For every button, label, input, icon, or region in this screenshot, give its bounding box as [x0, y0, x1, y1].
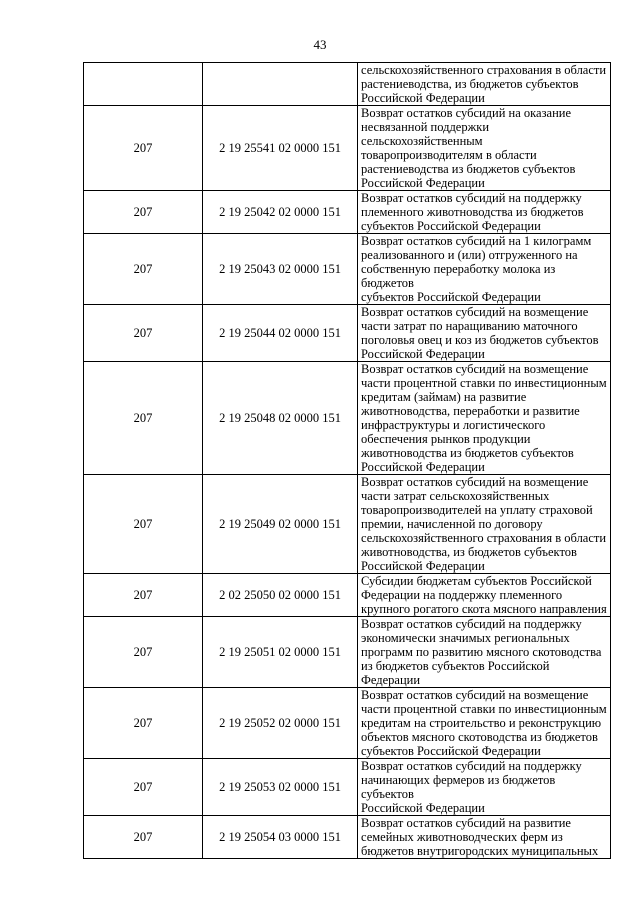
table-row: [84, 234, 611, 305]
income-name-line: животноводства, переработки и развитие: [361, 404, 580, 418]
income-name-line: сельскохозяйственного страхования в области: [361, 63, 607, 77]
budget-code-cell: 2 19 25043 02 0000 151: [203, 234, 358, 305]
table-row: [84, 759, 611, 816]
income-name-line: товаропроизводителям в области: [361, 148, 537, 162]
budget-classification-table: [83, 62, 611, 859]
income-name-line: части затрат по наращиванию маточного: [361, 319, 578, 333]
income-name-line: Российской Федерации: [361, 559, 485, 573]
income-name-cell: [358, 475, 611, 574]
admin-code-cell: 207: [84, 234, 203, 305]
income-name-line: Возврат остатков субсидий на 1 килограмм: [361, 234, 592, 248]
budget-code-cell: [203, 63, 358, 106]
income-name-line: Возврат остатков субсидий на развитие: [361, 816, 571, 830]
income-name-cell: [358, 305, 611, 362]
income-name-line: Российской Федерации: [361, 801, 485, 815]
income-name-line: несвязанной поддержки сельскохозяйственным: [361, 120, 490, 148]
admin-code-cell: 207: [84, 816, 203, 859]
table-row: [84, 617, 611, 688]
admin-code-cell: 207: [84, 475, 203, 574]
income-name-line: инфраструктуры и логистического: [361, 418, 546, 432]
admin-code-cell: 207: [84, 362, 203, 475]
admin-code-cell: 207: [84, 574, 203, 617]
table-row: [84, 816, 611, 859]
table-row: [84, 362, 611, 475]
income-name-line: Возврат остатков субсидий на возмещение: [361, 305, 589, 319]
budget-code-cell: 2 19 25053 02 0000 151: [203, 759, 358, 816]
table-row: [84, 106, 611, 191]
income-name-line: Федерации на поддержку племенного: [361, 588, 563, 602]
income-name-cell: [358, 574, 611, 617]
budget-code-cell: 2 19 25048 02 0000 151: [203, 362, 358, 475]
budget-code-cell: 2 19 25042 02 0000 151: [203, 191, 358, 234]
admin-code-cell: 207: [84, 759, 203, 816]
income-name-line: субъектов Российской Федерации: [361, 744, 541, 758]
income-name-line: субъектов Российской Федерации: [361, 290, 541, 304]
income-name-cell: [358, 106, 611, 191]
income-name-line: растениеводства, из бюджетов субъектов: [361, 77, 579, 91]
budget-code-cell: 2 02 25050 02 0000 151: [203, 574, 358, 617]
income-name-line: программ по развитию мясного скотоводства: [361, 645, 602, 659]
income-name-cell: [358, 617, 611, 688]
income-name-line: части затрат сельскохозяйственных: [361, 489, 550, 503]
income-name-line: животноводства из бюджетов субъектов: [361, 446, 574, 460]
income-name-line: крупного рогатого скота мясного направления: [361, 602, 607, 616]
income-name-line: Возврат остатков субсидий на поддержку: [361, 759, 582, 773]
income-name-line: Российской Федерации: [361, 347, 485, 361]
income-name-line: Российской Федерации: [361, 460, 485, 474]
income-name-line: товаропроизводителей на уплату страховой: [361, 503, 593, 517]
income-name-line: Субсидии бюджетам субъектов Российской: [361, 574, 592, 588]
admin-code-cell: 207: [84, 191, 203, 234]
income-name-line: объектов мясного скотоводства из бюджетов: [361, 730, 598, 744]
admin-code-cell: 207: [84, 688, 203, 759]
income-name-cell: [358, 63, 611, 106]
table-row: [84, 191, 611, 234]
budget-code-cell: 2 19 25051 02 0000 151: [203, 617, 358, 688]
income-name-line: Возврат остатков субсидий на поддержку: [361, 191, 582, 205]
income-name-line: премии, начисленной по договору: [361, 517, 543, 531]
budget-code-cell: 2 19 25054 03 0000 151: [203, 816, 358, 859]
income-name-line: Российской Федерации: [361, 91, 485, 105]
income-name-cell: [358, 688, 611, 759]
income-name-line: семейных животноводческих ферм из: [361, 830, 563, 844]
income-name-line: экономически значимых региональных: [361, 631, 570, 645]
income-name-line: начинающих фермеров из бюджетов субъектов: [361, 773, 556, 801]
income-name-line: Возврат остатков субсидий на поддержку: [361, 617, 582, 631]
admin-code-cell: 207: [84, 305, 203, 362]
table-row: [84, 63, 611, 106]
income-name-line: растениеводства из бюджетов субъектов: [361, 162, 576, 176]
income-name-cell: [358, 191, 611, 234]
income-name-cell: [358, 362, 611, 475]
income-name-line: кредитам на строительство и реконструкцию: [361, 716, 602, 730]
budget-code-cell: 2 19 25541 02 0000 151: [203, 106, 358, 191]
income-name-line: Возврат остатков субсидий на возмещение: [361, 362, 589, 376]
table-body: [84, 63, 611, 859]
income-name-line: бюджетов внутригородских муниципальных: [361, 844, 599, 858]
income-name-line: Российской Федерации: [361, 176, 485, 190]
admin-code-cell: [84, 63, 203, 106]
table-row: [84, 688, 611, 759]
budget-code-cell: 2 19 25049 02 0000 151: [203, 475, 358, 574]
income-name-cell: [358, 816, 611, 859]
income-name-line: сельскохозяйственного страхования в области: [361, 531, 607, 545]
income-name-line: субъектов Российской Федерации: [361, 219, 541, 233]
income-name-line: части процентной ставки по инвестиционным: [361, 376, 607, 390]
income-name-line: Возврат остатков субсидий на возмещение: [361, 688, 589, 702]
income-name-line: Возврат остатков субсидий на оказание: [361, 106, 572, 120]
income-name-cell: [358, 234, 611, 305]
table-row: [84, 574, 611, 617]
income-name-line: реализованного и (или) отгруженного на: [361, 248, 578, 262]
income-name-line: животноводства, из бюджетов субъектов: [361, 545, 577, 559]
income-name-line: кредитам (займам) на развитие: [361, 390, 527, 404]
table-row: [84, 475, 611, 574]
income-name-line: Возврат остатков субсидий на возмещение: [361, 475, 589, 489]
income-name-line: части процентной ставки по инвестиционным: [361, 702, 607, 716]
admin-code-cell: 207: [84, 617, 203, 688]
income-name-line: поголовья овец и коз из бюджетов субъектов: [361, 333, 599, 347]
income-name-cell: [358, 759, 611, 816]
budget-code-cell: 2 19 25052 02 0000 151: [203, 688, 358, 759]
income-name-line: собственную переработку молока из бюджетов: [361, 262, 556, 290]
table-row: [84, 305, 611, 362]
income-name-line: обеспечения рынков продукции: [361, 432, 531, 446]
income-name-line: из бюджетов субъектов Российской Федерации: [361, 659, 550, 687]
page-number: 43: [313, 37, 327, 52]
admin-code-cell: 207: [84, 106, 203, 191]
budget-code-cell: 2 19 25044 02 0000 151: [203, 305, 358, 362]
income-name-line: племенного животноводства из бюджетов: [361, 205, 584, 219]
